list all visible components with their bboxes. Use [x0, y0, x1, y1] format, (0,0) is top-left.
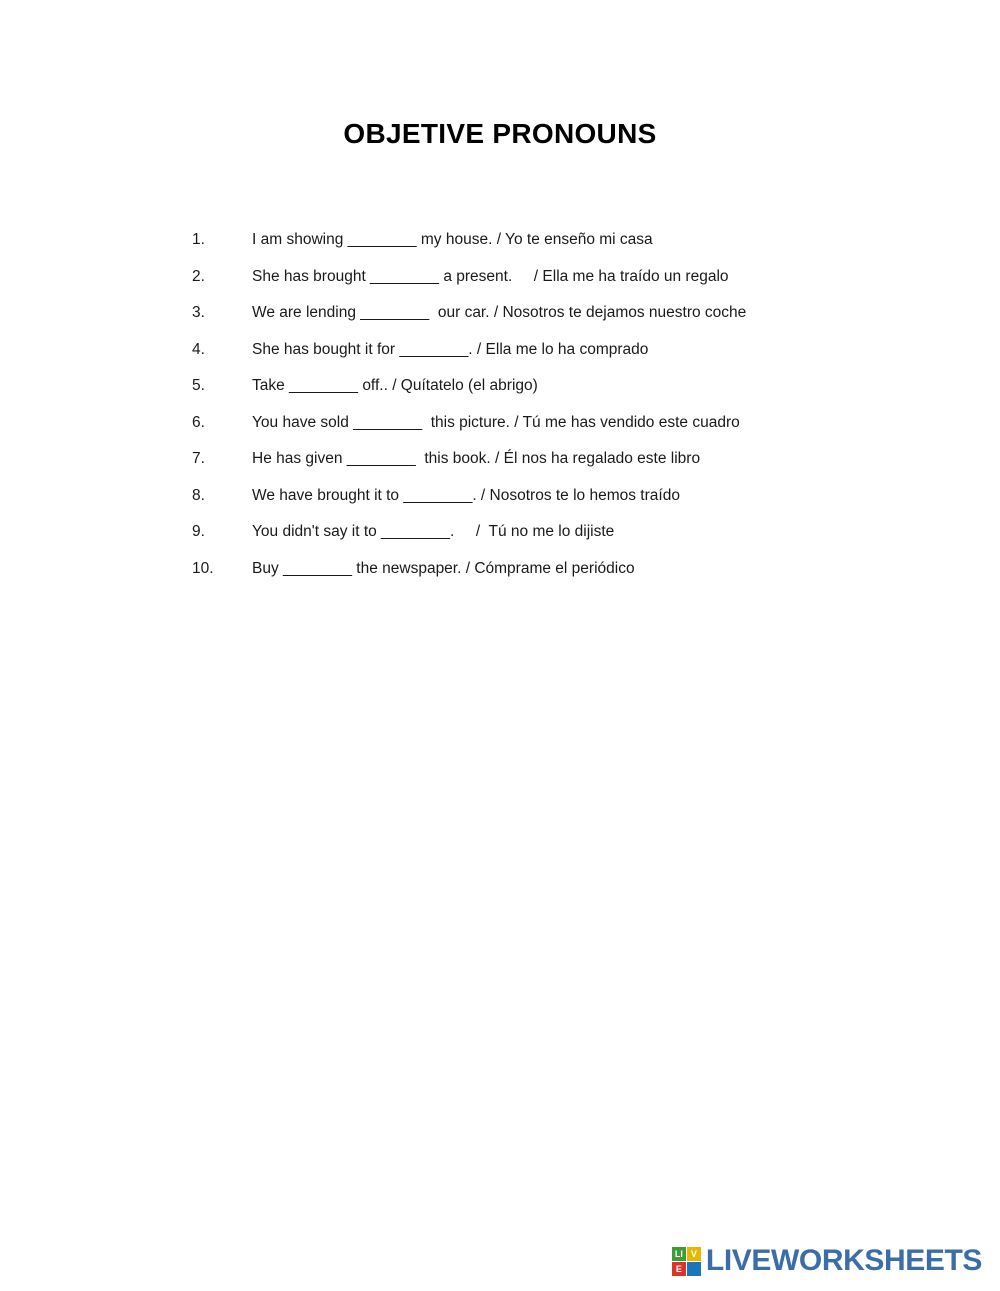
item-number: 1.	[192, 231, 205, 248]
item-text: She has brought ________ a present. / Ella me ha traído un regalo	[252, 267, 729, 285]
item-text: Buy ________ the newspaper. / Cómprame el periódico	[252, 559, 635, 577]
list-item	[192, 450, 932, 487]
list-item	[192, 268, 932, 305]
logo-cell-li: LI	[672, 1247, 686, 1261]
item-text: We are lending ________ our car. / Nosotros te dejamos nuestro coche	[252, 304, 747, 321]
item-text: We have brought it to ________. / Nosotros te lo hemos traído	[252, 486, 680, 504]
logo-cell-v: V	[687, 1247, 701, 1261]
item-text: You didn't say it to ________. / Tú no me lo dijiste	[252, 523, 615, 540]
item-number: 4.	[192, 340, 205, 358]
exercise-list	[192, 231, 932, 596]
item-number: 8.	[192, 486, 205, 504]
list-item	[192, 560, 932, 597]
item-number: 2.	[192, 267, 205, 285]
item-number: 6.	[192, 413, 205, 431]
list-item	[192, 487, 932, 524]
item-text: He has given ________ this book. / Él nos ha regalado este libro	[252, 450, 701, 467]
liveworksheets-logo[interactable]	[672, 1241, 982, 1281]
item-text: She has bought it for ________. / Ella me lo ha comprado	[252, 340, 649, 358]
item-number: 5.	[192, 377, 205, 394]
item-text: I am showing ________ my house. / Yo te enseño mi casa	[252, 231, 653, 248]
list-item	[192, 377, 932, 414]
list-item	[192, 523, 932, 560]
item-number: 7.	[192, 450, 205, 467]
item-number: 9.	[192, 523, 205, 540]
item-text: You have sold ________ this picture. / Tú me has vendido este cuadro	[252, 413, 740, 431]
list-item	[192, 414, 932, 451]
logo-cell-e: E	[672, 1262, 686, 1276]
item-number: 10.	[192, 559, 214, 577]
liveworksheets-logo-icon	[672, 1247, 701, 1276]
list-item	[192, 341, 932, 378]
item-text: Take ________ off.. / Quítatelo (el abrigo)	[252, 377, 538, 394]
list-item	[192, 304, 932, 341]
item-number: 3.	[192, 304, 205, 321]
page-title: OBJETIVE PRONOUNS	[343, 118, 657, 149]
logo-cell-blank	[687, 1262, 701, 1276]
brand-name: LIVEWORKSHEETS	[705, 1244, 982, 1277]
list-item	[192, 231, 932, 268]
